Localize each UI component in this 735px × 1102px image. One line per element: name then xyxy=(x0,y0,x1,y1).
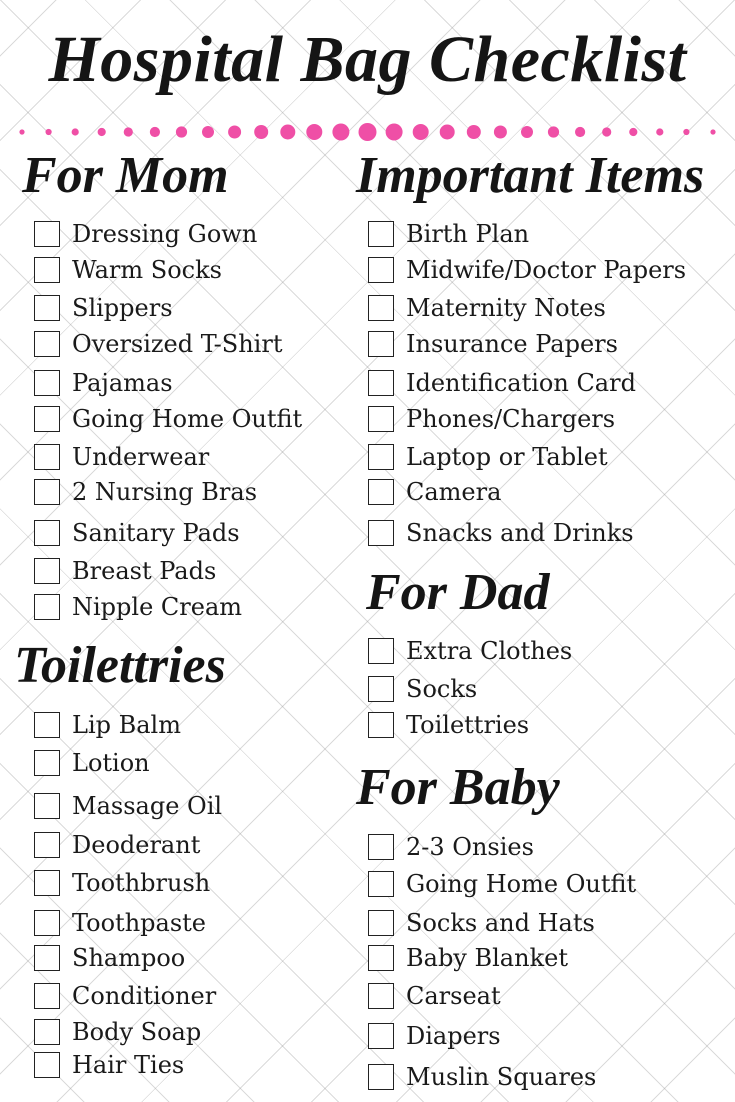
checkbox[interactable] xyxy=(34,910,60,936)
checkbox[interactable] xyxy=(34,295,60,321)
divider-dot xyxy=(254,125,268,139)
heading-for-dad: For Dad xyxy=(366,564,550,621)
checkbox[interactable] xyxy=(34,750,60,776)
checkbox[interactable] xyxy=(34,331,60,357)
divider-dot xyxy=(150,127,160,137)
checkbox[interactable] xyxy=(368,479,394,505)
checklist-item xyxy=(368,478,501,506)
checklist-item xyxy=(34,519,240,547)
checklist-item xyxy=(368,256,686,284)
divider-dot xyxy=(306,124,322,140)
checklist-item xyxy=(34,557,216,585)
checklist-item xyxy=(34,869,210,897)
item-label: Laptop or Tablet xyxy=(406,443,608,471)
checkbox[interactable] xyxy=(34,257,60,283)
item-label: Lotion xyxy=(72,749,150,777)
checklist-item xyxy=(34,831,200,859)
item-label: Shampoo xyxy=(72,944,186,972)
checkbox[interactable] xyxy=(368,638,394,664)
divider-dot xyxy=(124,127,133,136)
checkbox[interactable] xyxy=(368,295,394,321)
checkbox[interactable] xyxy=(34,444,60,470)
item-label: Warm Socks xyxy=(72,256,222,284)
page-title: Hospital Bag Checklist xyxy=(48,23,687,96)
checklist-item xyxy=(368,637,572,665)
checkbox[interactable] xyxy=(34,870,60,896)
checklist-item xyxy=(34,749,150,777)
checklist-item xyxy=(368,443,608,471)
checklist-item xyxy=(34,944,185,972)
checkbox[interactable] xyxy=(368,983,394,1009)
item-label: Muslin Squares xyxy=(406,1063,597,1091)
item-label: Massage Oil xyxy=(72,792,223,820)
item-label: Phones/Chargers xyxy=(406,405,616,433)
checklist-item xyxy=(368,711,529,739)
checklist-item xyxy=(368,1063,596,1091)
divider-dot xyxy=(413,124,429,140)
checklist-item xyxy=(368,330,618,358)
divider-dot xyxy=(228,126,241,139)
checkbox[interactable] xyxy=(368,834,394,860)
checklist-item xyxy=(34,982,216,1010)
checkbox[interactable] xyxy=(368,1023,394,1049)
item-label: Dressing Gown xyxy=(72,220,258,248)
checkbox[interactable] xyxy=(368,1064,394,1090)
checklist-item xyxy=(368,675,477,703)
item-label: Insurance Papers xyxy=(406,330,618,358)
checklist-item xyxy=(34,711,181,739)
checklist-item xyxy=(368,870,636,898)
checkbox[interactable] xyxy=(34,558,60,584)
checkbox[interactable] xyxy=(368,712,394,738)
item-label: Carseat xyxy=(406,982,501,1010)
item-label: Going Home Outfit xyxy=(406,870,637,898)
checklist-item xyxy=(368,405,615,433)
checklist-item xyxy=(34,443,209,471)
divider-dot xyxy=(440,125,455,140)
checklist-item xyxy=(368,369,636,397)
divider-dot xyxy=(629,128,637,136)
checklist-item xyxy=(34,220,257,248)
checkbox[interactable] xyxy=(368,331,394,357)
checkbox[interactable] xyxy=(34,370,60,396)
divider-dot xyxy=(280,125,295,140)
item-label: Lip Balm xyxy=(72,711,181,739)
item-label: Body Soap xyxy=(72,1018,202,1046)
checkbox[interactable] xyxy=(368,370,394,396)
divider-dot xyxy=(72,128,79,135)
checklist-item xyxy=(34,1051,184,1079)
checkbox[interactable] xyxy=(34,1019,60,1045)
checkbox[interactable] xyxy=(34,221,60,247)
checklist-item xyxy=(34,294,173,322)
checkbox[interactable] xyxy=(34,832,60,858)
checkbox[interactable] xyxy=(34,983,60,1009)
checkbox[interactable] xyxy=(34,594,60,620)
divider-dot xyxy=(332,124,349,141)
item-label: Camera xyxy=(406,478,502,506)
divider-dot xyxy=(521,126,533,138)
checkbox[interactable] xyxy=(368,871,394,897)
checkbox[interactable] xyxy=(34,520,60,546)
item-label: Nipple Cream xyxy=(72,593,243,621)
item-label: Midwife/Doctor Papers xyxy=(406,256,687,284)
item-label: Maternity Notes xyxy=(406,294,606,322)
checkbox[interactable] xyxy=(368,444,394,470)
checklist-item xyxy=(34,909,206,937)
divider-dot xyxy=(467,125,481,139)
item-label: Breast Pads xyxy=(72,557,217,585)
checkbox[interactable] xyxy=(368,945,394,971)
item-label: Conditioner xyxy=(72,982,217,1010)
divider-dot xyxy=(176,126,187,137)
item-label: Baby Blanket xyxy=(406,944,568,972)
item-label: Identification Card xyxy=(406,369,636,397)
checkbox[interactable] xyxy=(368,221,394,247)
checkbox[interactable] xyxy=(34,945,60,971)
checklist-item xyxy=(34,1018,201,1046)
item-label: Extra Clothes xyxy=(406,637,573,665)
checkbox[interactable] xyxy=(34,712,60,738)
divider-dot xyxy=(683,129,689,135)
item-label: Birth Plan xyxy=(406,220,530,248)
divider-dot xyxy=(386,124,403,141)
checklist-item xyxy=(368,519,634,547)
checklist-item xyxy=(368,833,534,861)
heading-for-baby: For Baby xyxy=(356,759,560,816)
checklist-item xyxy=(34,256,222,284)
checkbox[interactable] xyxy=(368,406,394,432)
item-label: Toothpaste xyxy=(72,909,206,937)
checklist-item xyxy=(368,982,501,1010)
checkbox[interactable] xyxy=(368,257,394,283)
heading-important-items: Important Items xyxy=(356,147,705,204)
divider-dot xyxy=(710,129,715,134)
checklist-item xyxy=(368,909,595,937)
checklist-item xyxy=(34,792,222,820)
divider-dot xyxy=(19,129,24,134)
item-label: Deoderant xyxy=(72,831,201,859)
item-label: 2 Nursing Bras xyxy=(72,478,258,506)
item-label: Toilettries xyxy=(406,711,530,739)
divider-dot xyxy=(46,129,52,135)
checkbox[interactable] xyxy=(34,1052,60,1078)
checkbox[interactable] xyxy=(34,479,60,505)
checklist-item xyxy=(34,369,173,397)
checkbox[interactable] xyxy=(34,793,60,819)
checklist-item xyxy=(34,593,242,621)
checklist-item xyxy=(34,405,302,433)
divider-dot xyxy=(602,127,611,136)
dotted-divider xyxy=(14,120,721,144)
item-label: Diapers xyxy=(406,1022,501,1050)
checkbox[interactable] xyxy=(368,676,394,702)
item-label: Going Home Outfit xyxy=(72,405,303,433)
checklist-item xyxy=(34,330,282,358)
heading-toiletries: Toilettries xyxy=(14,637,226,694)
checkbox[interactable] xyxy=(368,520,394,546)
checklist-item xyxy=(368,294,606,322)
checklist-item xyxy=(368,1022,501,1050)
item-label: Underwear xyxy=(72,443,210,471)
checkbox[interactable] xyxy=(34,406,60,432)
item-label: Slippers xyxy=(72,294,173,322)
item-label: Hair Ties xyxy=(72,1051,185,1079)
item-label: Sanitary Pads xyxy=(72,519,240,547)
item-label: Toothbrush xyxy=(72,869,211,897)
item-label: Snacks and Drinks xyxy=(406,519,634,547)
divider-dot xyxy=(98,128,106,136)
divider-dot xyxy=(202,126,214,138)
checklist-item xyxy=(368,220,529,248)
divider-dot xyxy=(494,126,507,139)
item-label: Socks xyxy=(406,675,478,703)
item-label: 2-3 Onsies xyxy=(406,833,534,861)
item-label: Oversized T-Shirt xyxy=(72,330,283,358)
divider-dot xyxy=(575,127,585,137)
divider-dot xyxy=(656,128,663,135)
checklist-item xyxy=(34,478,257,506)
divider-dot xyxy=(548,126,559,137)
item-label: Pajamas xyxy=(72,369,173,397)
checkbox[interactable] xyxy=(368,910,394,936)
divider-dot xyxy=(359,123,377,141)
heading-for-mom: For Mom xyxy=(22,147,229,204)
item-label: Socks and Hats xyxy=(406,909,595,937)
checklist-item xyxy=(368,944,568,972)
